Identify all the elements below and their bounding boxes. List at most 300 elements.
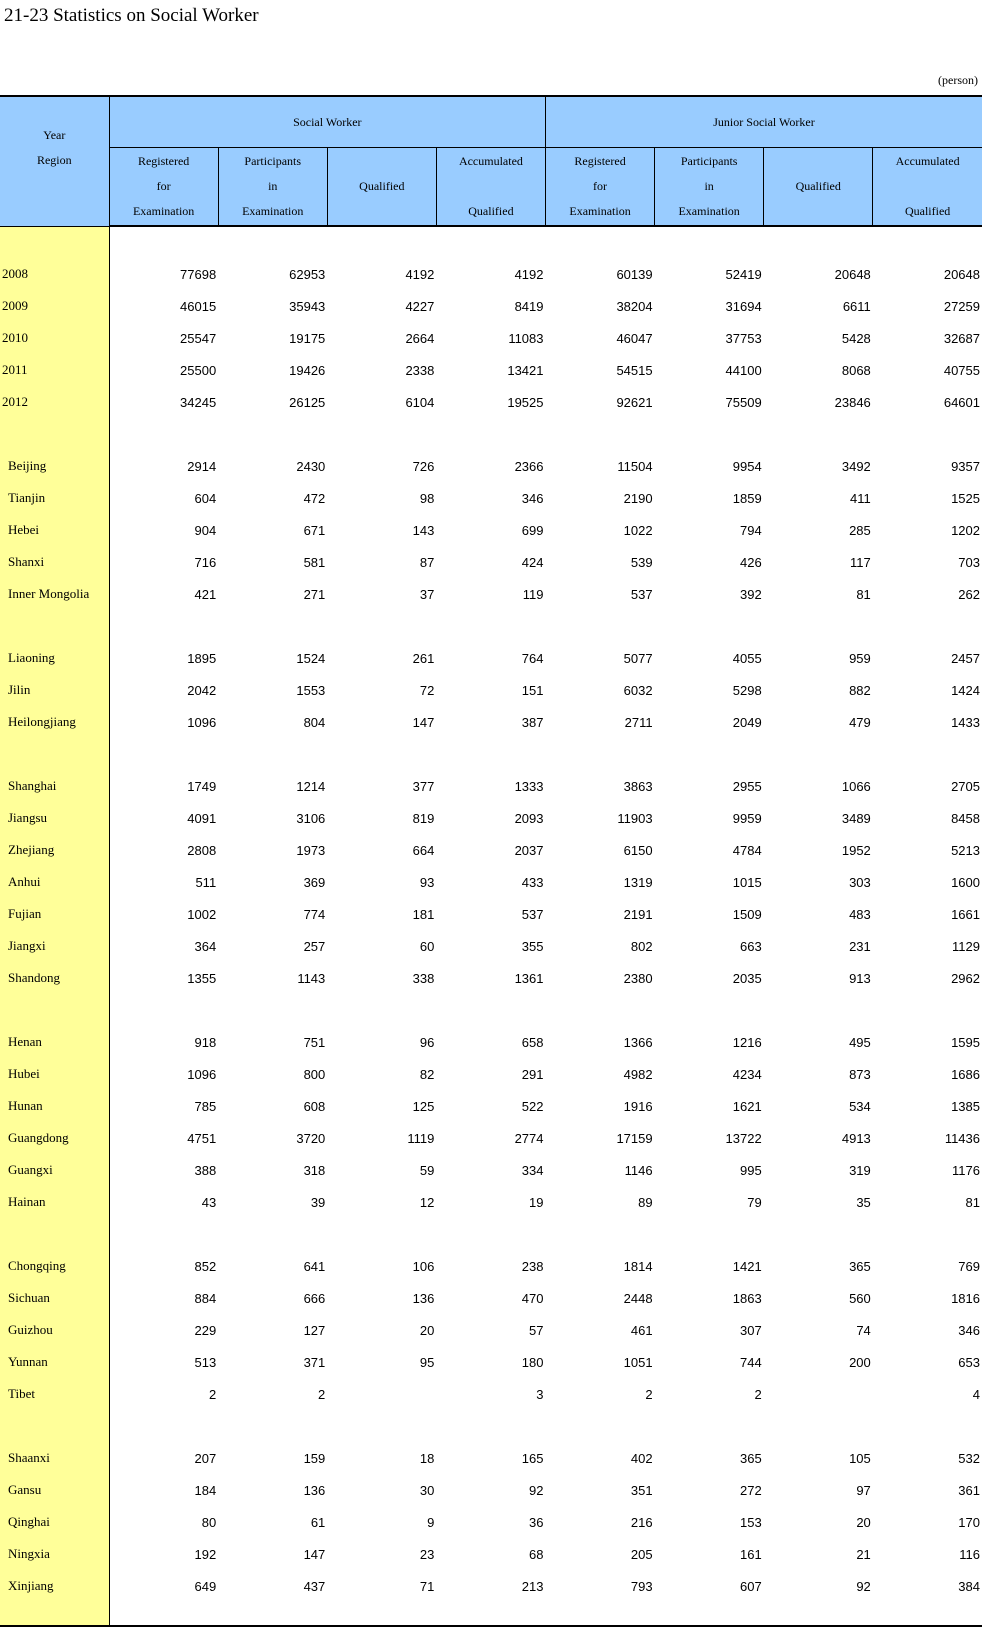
table-row: [0, 866, 982, 898]
value-cell: 1129: [952, 938, 980, 954]
value-cell: 392: [739, 586, 762, 602]
value-cell: 2: [754, 1386, 762, 1402]
value-cell: 4913: [841, 1130, 871, 1146]
value-cell: 81: [856, 586, 871, 602]
value-cell: 127: [303, 1322, 326, 1338]
empty-cell: [109, 994, 218, 1026]
empty-cell: [109, 226, 218, 258]
value-cell: 151: [521, 682, 544, 698]
value-cell: 1814: [623, 1258, 653, 1274]
page-title: 21-23 Statistics on Social Worker: [4, 5, 259, 26]
empty-cell: [436, 226, 545, 258]
value-cell: 411: [850, 490, 871, 506]
region-label: Tianjin: [0, 482, 109, 514]
value-cell: 46015: [180, 298, 217, 314]
empty-cell: [764, 226, 873, 258]
value-cell: 1859: [732, 490, 762, 506]
value-cell: 2: [208, 1386, 217, 1402]
value-cell: 261: [412, 650, 435, 666]
empty-cell: [218, 1602, 327, 1626]
value-cell: 180: [521, 1354, 544, 1370]
empty-cell: [109, 418, 218, 450]
table-row: [0, 1346, 982, 1378]
value-cell: 346: [958, 1322, 980, 1338]
value-cell: 2338: [405, 362, 435, 378]
value-cell: 3720: [296, 1130, 326, 1146]
value-cell: 2962: [951, 970, 980, 986]
value-cell: 8419: [514, 298, 544, 314]
value-cell: 365: [849, 1258, 871, 1274]
region-label: Inner Mongolia: [0, 578, 109, 610]
column-header-line: Accumulated: [895, 154, 960, 168]
value-cell: 461: [630, 1322, 653, 1338]
value-cell: 534: [849, 1098, 871, 1114]
value-cell: 4: [972, 1386, 980, 1402]
value-cell: 75509: [725, 394, 762, 410]
empty-cell: [109, 1602, 218, 1626]
corner-region-label: Region: [36, 153, 72, 167]
value-cell: 1202: [951, 522, 980, 538]
value-cell: 60: [419, 938, 435, 954]
value-cell: 2774: [514, 1130, 544, 1146]
value-cell: 1002: [187, 906, 217, 922]
empty-cell: [436, 610, 545, 642]
value-cell: 581: [303, 554, 326, 570]
column-header-line: Qualified: [795, 179, 841, 193]
value-cell: 9: [427, 1514, 435, 1530]
empty-cell: [655, 994, 764, 1026]
value-cell: 4227: [405, 298, 435, 314]
empty-cell: [218, 1410, 327, 1442]
value-cell: 774: [303, 906, 326, 922]
table-row: [0, 1474, 982, 1506]
column-header: [436, 148, 545, 227]
value-cell: 39: [310, 1194, 326, 1210]
value-cell: 2457: [951, 650, 980, 666]
value-cell: 19426: [289, 362, 326, 378]
value-cell: 20: [419, 1322, 435, 1338]
value-cell: 560: [849, 1290, 871, 1306]
value-cell: 472: [303, 490, 326, 506]
empty-cell: [873, 226, 982, 258]
value-cell: 2037: [514, 842, 544, 858]
group-header-junior-social-worker: Junior Social Worker: [546, 96, 982, 148]
value-cell: 18: [419, 1450, 435, 1466]
column-header-line: Examination: [678, 204, 740, 218]
value-cell: 2380: [623, 970, 653, 986]
value-cell: 77698: [180, 266, 217, 282]
table-row: [0, 1378, 982, 1410]
value-cell: 36: [529, 1514, 544, 1530]
table-row: [0, 1250, 982, 1282]
value-cell: 307: [739, 1322, 762, 1338]
empty-cell: [218, 1218, 327, 1250]
column-header: [764, 148, 873, 227]
year-label: 2011: [0, 354, 109, 386]
value-cell: 11504: [617, 458, 653, 474]
region-label: Jiangxi: [0, 930, 109, 962]
value-cell: 384: [958, 1578, 980, 1594]
value-cell: 1661: [951, 906, 980, 922]
value-cell: 424: [521, 554, 544, 570]
value-cell: 513: [194, 1354, 217, 1370]
value-cell: 904: [194, 522, 217, 538]
value-cell: 23: [419, 1546, 435, 1562]
spacer-row: [0, 994, 982, 1026]
empty-cell: [436, 994, 545, 1026]
value-cell: 64601: [943, 394, 980, 410]
empty-cell: [218, 994, 327, 1026]
value-cell: 52419: [725, 266, 762, 282]
column-header-line: Qualified: [359, 179, 405, 193]
table-row: [0, 1538, 982, 1570]
value-cell: 355: [521, 938, 544, 954]
value-cell: 19525: [507, 394, 544, 410]
value-cell: 3863: [623, 778, 653, 794]
table-row: [0, 258, 982, 290]
value-cell: 663: [739, 938, 762, 954]
value-cell: 27259: [943, 298, 980, 314]
region-label: Jiangsu: [0, 802, 109, 834]
spacer-row: [0, 1410, 982, 1442]
empty-cell: [655, 1218, 764, 1250]
value-cell: 143: [412, 522, 435, 538]
region-label: Shanghai: [0, 770, 109, 802]
column-header-line: Registered: [137, 154, 190, 168]
column-header-line: Registered: [574, 154, 626, 168]
value-cell: 2711: [624, 714, 653, 730]
value-cell: 30: [419, 1482, 435, 1498]
value-cell: 23846: [834, 394, 871, 410]
value-cell: 44100: [725, 362, 762, 378]
value-cell: 20648: [943, 266, 980, 282]
value-cell: 4751: [187, 1130, 217, 1146]
value-cell: 608: [303, 1098, 326, 1114]
value-cell: 537: [521, 906, 544, 922]
value-cell: 1096: [187, 1066, 217, 1082]
value-cell: 1361: [514, 970, 544, 986]
value-cell: 231: [849, 938, 871, 954]
empty-cell: [546, 1602, 655, 1626]
value-cell: 57: [529, 1322, 544, 1338]
value-cell: 25500: [180, 362, 217, 378]
unit-label: (person): [938, 73, 978, 87]
table-row: [0, 1154, 982, 1186]
value-cell: 192: [194, 1546, 217, 1562]
value-cell: 511: [195, 874, 217, 890]
region-cell: [0, 994, 109, 1026]
value-cell: 402: [630, 1450, 653, 1466]
value-cell: 369: [303, 874, 326, 890]
value-cell: 5428: [841, 330, 871, 346]
value-cell: 1051: [623, 1354, 653, 1370]
region-cell: [0, 1602, 109, 1626]
region-label: Hebei: [0, 514, 109, 546]
region-cell: [0, 226, 109, 258]
year-label: 2008: [0, 258, 109, 290]
value-cell: 421: [194, 586, 217, 602]
region-label: Heilongjiang: [0, 706, 109, 738]
corner-header: [0, 96, 109, 226]
empty-cell: [436, 1602, 545, 1626]
table-row: [0, 706, 982, 738]
empty-cell: [873, 1602, 982, 1626]
value-cell: 20: [856, 1514, 871, 1530]
value-cell: 54515: [616, 362, 653, 378]
value-cell: 26125: [289, 394, 326, 410]
value-cell: 96: [419, 1034, 435, 1050]
value-cell: 852: [194, 1258, 217, 1274]
value-cell: 1421: [732, 1258, 762, 1274]
value-cell: 105: [849, 1450, 871, 1466]
region-label: Shanxi: [0, 546, 109, 578]
value-cell: 35943: [289, 298, 326, 314]
value-cell: 1216: [732, 1034, 762, 1050]
value-cell: 13421: [507, 362, 544, 378]
empty-cell: [109, 610, 218, 642]
value-cell: 2093: [514, 810, 544, 826]
value-cell: 13722: [725, 1130, 762, 1146]
value-cell: 365: [739, 1450, 762, 1466]
empty-cell: [327, 1410, 436, 1442]
empty-cell: [655, 1602, 764, 1626]
value-cell: 785: [194, 1098, 217, 1114]
table-row: [0, 642, 982, 674]
value-cell: 153: [739, 1514, 762, 1530]
value-cell: 117: [850, 554, 871, 570]
value-cell: 641: [303, 1258, 326, 1274]
column-header: [873, 148, 982, 227]
empty-cell: [655, 1410, 764, 1442]
value-cell: 303: [849, 874, 871, 890]
table-row: [0, 514, 982, 546]
column-header-line: Participants: [680, 154, 738, 168]
value-cell: 2035: [732, 970, 762, 986]
table-row: [0, 546, 982, 578]
value-cell: 334: [521, 1162, 544, 1178]
value-cell: 995: [739, 1162, 762, 1178]
value-cell: 257: [303, 938, 326, 954]
value-cell: 532: [958, 1450, 980, 1466]
value-cell: 11083: [508, 330, 544, 346]
empty-cell: [655, 418, 764, 450]
value-cell: 426: [739, 554, 762, 570]
value-cell: 1749: [187, 778, 217, 794]
value-cell: 318: [303, 1162, 326, 1178]
value-cell: 82: [419, 1066, 435, 1082]
empty-cell: [873, 1410, 982, 1442]
value-cell: 9959: [732, 810, 762, 826]
value-cell: 1119: [407, 1130, 435, 1146]
empty-cell: [546, 418, 655, 450]
value-cell: 5077: [623, 650, 653, 666]
value-cell: 1146: [624, 1162, 653, 1178]
value-cell: 2448: [623, 1290, 653, 1306]
column-header: [218, 148, 327, 227]
region-label: Hubei: [0, 1058, 109, 1090]
empty-cell: [764, 418, 873, 450]
value-cell: 495: [849, 1034, 871, 1050]
value-cell: 1952: [841, 842, 871, 858]
value-cell: 272: [739, 1482, 762, 1498]
empty-cell: [873, 738, 982, 770]
value-cell: 71: [419, 1578, 435, 1594]
value-cell: 437: [303, 1578, 326, 1594]
value-cell: 116: [959, 1546, 980, 1562]
year-label: 2012: [0, 386, 109, 418]
value-cell: 80: [201, 1514, 217, 1530]
value-cell: 125: [412, 1098, 435, 1114]
table-row: [0, 1058, 982, 1090]
column-header-line: Qualified: [468, 204, 514, 218]
value-cell: 653: [958, 1354, 980, 1370]
empty-cell: [218, 226, 327, 258]
value-cell: 95: [419, 1354, 435, 1370]
value-cell: 4982: [623, 1066, 653, 1082]
table-row: [0, 1186, 982, 1218]
table-row: [0, 1090, 982, 1122]
table-row: [0, 930, 982, 962]
empty-cell: [546, 994, 655, 1026]
table-row: [0, 1026, 982, 1058]
empty-cell: [655, 226, 764, 258]
value-cell: 1621: [732, 1098, 762, 1114]
value-cell: 20648: [834, 266, 871, 282]
empty-cell: [327, 226, 436, 258]
empty-cell: [546, 610, 655, 642]
value-cell: 119: [522, 586, 544, 602]
value-cell: 38204: [616, 298, 653, 314]
value-cell: 338: [412, 970, 435, 986]
empty-cell: [109, 738, 218, 770]
table-row: [0, 1442, 982, 1474]
column-header-line: in: [704, 179, 714, 193]
value-cell: 93: [419, 874, 435, 890]
empty-cell: [764, 738, 873, 770]
spacer-row: [0, 1218, 982, 1250]
empty-cell: [764, 1410, 873, 1442]
value-cell: 913: [849, 970, 871, 986]
table-body: [0, 226, 982, 1626]
region-cell: [0, 418, 109, 450]
region-cell: [0, 610, 109, 642]
value-cell: 703: [958, 554, 980, 570]
value-cell: 68: [529, 1546, 544, 1562]
empty-cell: [218, 738, 327, 770]
value-cell: 388: [194, 1162, 217, 1178]
value-cell: 4234: [732, 1066, 762, 1082]
empty-cell: [327, 1218, 436, 1250]
value-cell: 764: [521, 650, 544, 666]
region-cell: [0, 1218, 109, 1250]
empty-cell: [873, 610, 982, 642]
value-cell: [764, 1378, 873, 1410]
spacer-row: [0, 226, 982, 258]
table-row: [0, 802, 982, 834]
value-cell: 72: [419, 682, 435, 698]
column-header: [327, 148, 436, 227]
value-cell: 3106: [296, 810, 326, 826]
empty-cell: [873, 1218, 982, 1250]
value-cell: 1433: [951, 714, 980, 730]
value-cell: 11903: [617, 810, 653, 826]
region-label: Hainan: [0, 1186, 109, 1218]
value-cell: 387: [521, 714, 544, 730]
group-header-social-worker: Social Worker: [109, 96, 545, 148]
value-cell: 319: [849, 1162, 871, 1178]
value-cell: 1600: [951, 874, 980, 890]
column-header-line: in: [268, 179, 278, 193]
table-end-row: [0, 1602, 982, 1626]
value-cell: 200: [849, 1354, 871, 1370]
value-cell: 1816: [951, 1290, 980, 1306]
value-cell: 2191: [623, 906, 653, 922]
value-cell: 769: [958, 1258, 980, 1274]
table-row: [0, 1506, 982, 1538]
value-cell: 1355: [187, 970, 217, 986]
value-cell: 170: [958, 1514, 980, 1530]
value-cell: 229: [194, 1322, 217, 1338]
empty-cell: [327, 610, 436, 642]
value-cell: 671: [303, 522, 326, 538]
value-cell: 12: [419, 1194, 435, 1210]
value-cell: 6611: [842, 298, 871, 314]
column-header-line: Participants: [244, 154, 302, 168]
value-cell: 136: [412, 1290, 435, 1306]
value-cell: 2430: [296, 458, 326, 474]
value-cell: 147: [303, 1546, 326, 1562]
empty-cell: [873, 994, 982, 1026]
value-cell: 92: [856, 1578, 871, 1594]
value-cell: 21: [856, 1546, 871, 1562]
value-cell: 165: [521, 1450, 544, 1466]
value-cell: 5213: [951, 842, 980, 858]
sub-header-row: [0, 148, 982, 227]
empty-cell: [655, 738, 764, 770]
value-cell: [327, 1378, 436, 1410]
empty-cell: [764, 1602, 873, 1626]
spacer-row: [0, 610, 982, 642]
value-cell: 1143: [297, 970, 326, 986]
value-cell: 1214: [296, 778, 326, 794]
value-cell: 25547: [180, 330, 217, 346]
region-label: Chongqing: [0, 1250, 109, 1282]
region-label: Anhui: [0, 866, 109, 898]
empty-cell: [764, 610, 873, 642]
value-cell: 351: [630, 1482, 653, 1498]
value-cell: 2664: [405, 330, 435, 346]
value-cell: 81: [965, 1194, 980, 1210]
year-label: 2009: [0, 290, 109, 322]
value-cell: 2190: [623, 490, 653, 506]
value-cell: 62953: [289, 266, 326, 282]
table-row: [0, 450, 982, 482]
value-cell: 1015: [732, 874, 762, 890]
empty-cell: [546, 226, 655, 258]
value-cell: 1424: [951, 682, 980, 698]
value-cell: 213: [521, 1578, 544, 1594]
value-cell: 1385: [951, 1098, 980, 1114]
region-label: Hunan: [0, 1090, 109, 1122]
empty-cell: [109, 1218, 218, 1250]
value-cell: 74: [856, 1322, 871, 1338]
value-cell: 1096: [187, 714, 217, 730]
value-cell: 89: [638, 1194, 653, 1210]
empty-cell: [764, 1218, 873, 1250]
table-row: [0, 834, 982, 866]
value-cell: 6104: [405, 394, 435, 410]
value-cell: 9357: [951, 458, 980, 474]
